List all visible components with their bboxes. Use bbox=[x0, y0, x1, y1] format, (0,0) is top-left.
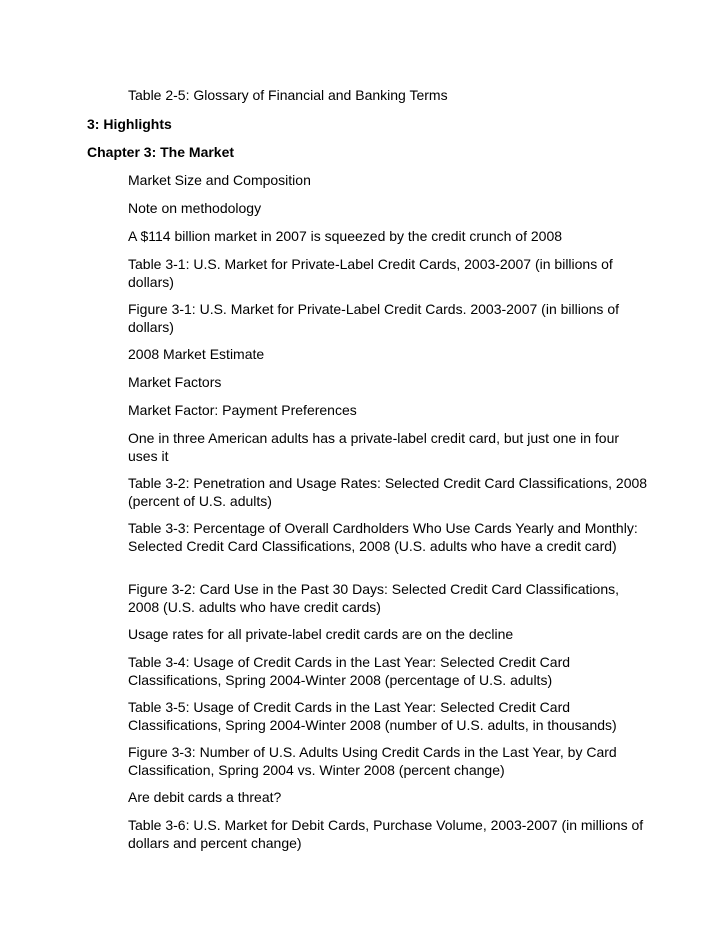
toc-entry-table-3-2: Table 3-2: Penetration and Usage Rates: Selected Credit Card Classifications, 2008 (percent of U.S. adults) bbox=[128, 475, 648, 509]
toc-entry-table-3-5: Table 3-5: Usage of Credit Cards in the Last Year: Selected Credit Card Classifications, Spring 2004-Winter 2008 (number of U.S. adults, in thousands) bbox=[128, 699, 617, 733]
toc-entry-market-factors: Market Factors bbox=[128, 374, 222, 390]
toc-entry-table-3-3: Table 3-3: Percentage of Overall Cardholders Who Use Cards Yearly and Monthly: Selected Credit Card Classifications, 2008 (U.S. adults who have a credit card) bbox=[128, 520, 638, 554]
toc-entry-figure-3-1: Figure 3-1: U.S. Market for Private-Label Credit Cards. 2003-2007 (in billions of dollars) bbox=[128, 301, 619, 335]
toc-entry-table-2-5: Table 2-5: Glossary of Financial and Banking Terms bbox=[128, 87, 448, 103]
toc-heading-chapter-3: Chapter 3: The Market bbox=[87, 144, 235, 160]
toc-entry-market-size: Market Size and Composition bbox=[128, 172, 311, 188]
toc-entry-figure-3-3: Figure 3-3: Number of U.S. Adults Using Credit Cards in the Last Year, by Card Classification, Spring 2004 vs. Winter 2008 (percent change) bbox=[128, 744, 617, 778]
toc-entry-table-3-1: Table 3-1: U.S. Market for Private-Label Credit Cards, 2003-2007 (in billions of dollars) bbox=[128, 256, 613, 290]
toc-entry-table-3-4: Table 3-4: Usage of Credit Cards in the Last Year: Selected Credit Card Classifications, Spring 2004-Winter 2008 (percentage of U.S. adults) bbox=[128, 654, 571, 688]
toc-entry-debit-threat: Are debit cards a threat? bbox=[128, 789, 282, 805]
toc-entry-2008-estimate: 2008 Market Estimate bbox=[128, 346, 265, 362]
toc-heading-highlights: 3: Highlights bbox=[87, 116, 172, 132]
toc-entry-figure-3-2: Figure 3-2: Card Use in the Past 30 Days: Selected Credit Card Classifications, 2008 (U.S. adults who have credit cards) bbox=[128, 581, 619, 615]
toc-entry-114-billion: A $114 billion market in 2007 is squeezed by the credit crunch of 2008 bbox=[128, 228, 563, 244]
toc-entry-payment-preferences: Market Factor: Payment Preferences bbox=[128, 402, 357, 418]
toc-entry-table-3-6: Table 3-6: U.S. Market for Debit Cards, Purchase Volume, 2003-2007 (in millions of dollars and percent change) bbox=[128, 817, 644, 851]
toc-entry-one-in-three: One in three American adults has a private-label credit card, but just one in four uses it bbox=[128, 430, 620, 464]
toc-entry-usage-decline: Usage rates for all private-label credit cards are on the decline bbox=[128, 626, 514, 642]
toc-entry-methodology: Note on methodology bbox=[128, 200, 262, 216]
